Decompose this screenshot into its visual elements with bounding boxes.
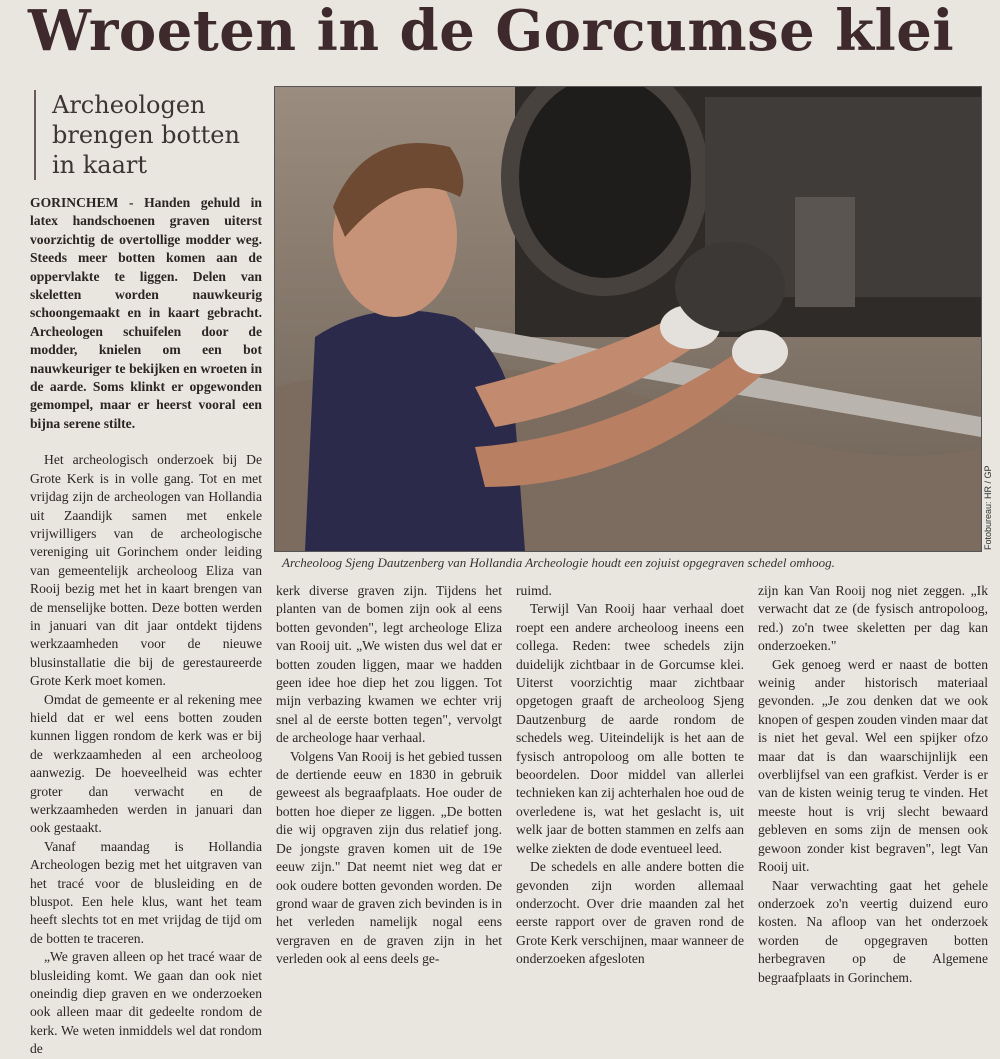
body-paragraph: zijn kan Van Rooij nog niet zeggen. „Ik verwacht dat ze (de fysisch antropoloog, red.) zo'n twee skeletten per dag kan onderzoeken." xyxy=(758,583,988,654)
excavator-tire xyxy=(510,87,700,287)
body-paragraph: De schedels en alle andere botten die gevonden zijn worden allemaal onderzocht. Over drie maanden zal het eerste rapport over de graven rond de Grote Kerk verschijnen, maar wanneer de onderzoeken afgesloten xyxy=(516,859,744,967)
gloved-hand xyxy=(732,330,788,374)
body-paragraph: Omdat de gemeente er al rekening mee hield dat er wel eens botten zouden kunnen liggen rondom de kerk was er bij de werkzaamheden al een archeoloog aanwezig. De hoeveelheid was echter groter dan verwacht en de werkzaamheden werden in januari dan ook gestaakt. xyxy=(30,691,262,836)
body-paragraph: Naar verwachting gaat het gehele onderzoek zo'n veertig duizend euro kosten. Na afloop van het onderzoek worden de opgegraven botten herbegraven op de Algemene begraafplaats in Gorinchem. xyxy=(758,877,988,985)
article-photo xyxy=(274,86,982,552)
subheadline-line: Archeologen xyxy=(52,91,206,119)
subheadline xyxy=(34,90,272,180)
body-paragraph: kerk diverse graven zijn. Tijdens het planten van de bomen zijn ook al eens botten gevonden", legt archeologe Eliza van Rooij uit. „We wisten dus wel dat er botten zouden liggen, maar we hadden geen idee hoe diep het zou liggen. Tot mijn verbazing kwamen we echter vrij snel al de eerste botten tegen", vervolgt de archeologe haar verhaal. xyxy=(276,583,502,746)
body-paragraph: Vanaf maandag is Hollandia Archeologen bezig met het uitgraven van het tracé voor de blusleiding en de bluspot. Een hele klus, want het team heeft slechts tot en met vrijdag de tijd om de botten te traceren. xyxy=(30,838,262,946)
photo-caption: Archeoloog Sjeng Dautzenberg van Hollandia Archeologie houdt een zojuist opgegraven schedel omhoog. xyxy=(282,555,835,570)
body-paragraph: „We graven alleen op het tracé waar de blusleiding komt. We gaan dan ook niet oneindig diep graven en we onderzoeken ook alleen maar dit gedeelte rondom de kerk. We weten inmiddels wel dat rondom de xyxy=(30,949,262,1057)
skull-in-clay xyxy=(675,242,785,332)
photo-credit xyxy=(981,465,999,550)
hydraulic-arm xyxy=(795,197,855,307)
body-paragraph: ruimd. xyxy=(516,583,552,598)
article-column-1 xyxy=(30,194,262,1059)
body-paragraph: Volgens Van Rooij is het gebied tussen de dertiende eeuw en 1830 in gebruik geweest als begraafplaats. Hoe ouder de botten hoe dieper ze liggen. „De botten die wij opgraven zijn dus relatief jong. De jongste graven komen uit de 19e eeuw zijn." Dat neemt niet weg dat er ook oudere botten gevonden worden. De grond waar de graven zich bevinden is in het verleden namelijk nogal eens vergraven en de graven zijn in het verleden ook al eens deels ge- xyxy=(276,748,502,967)
photo-credit-text: Fotobureau: HR / GP xyxy=(983,465,993,550)
article-column-3 xyxy=(516,582,744,969)
body-paragraph: Het archeologisch onderzoek bij De Grote Kerk is in volle gang. Tot en met vrijdag zijn de archeologen van Hollandia uit Zaandijk samen met enkele vrijwilligers van de archeologische vereniging uit Gorinchem onder leiding van gemeentelijk archeoloog Eliza van Rooij bezig met het in kaart brengen van de menselijke botten. Deze botten werden in januari van dit jaar ontdekt tijdens werkzaamheden voor de nieuwe blusinstallatie die bij de gerestaureerde Grote Kerk moet komen. xyxy=(30,452,262,689)
subheadline-line: brengen botten xyxy=(52,121,240,149)
lead-paragraph: GORINCHEM - Handen gehuld in latex handschoenen graven uiterst voorzichtig de overtollige modder weg. Steeds meer botten komen aan de oppervlakte te liggen. Delen van skeletten worden nauwkeurig schoongemaakt en in kaart gebracht. Archeologen schuifelen door de modder, knielen om een bot nauwkeuriger te bekijken en wroeten in de aarde. Soms klinkt er opgewonden gemompel, maar er heerst vooral een bijna serene stilte. xyxy=(30,195,262,431)
headline: Wroeten in de Gorcumse klei xyxy=(28,0,955,64)
subheadline-line: in kaart xyxy=(52,151,148,179)
body-paragraph: Gek genoeg werd er naast de botten weinig ander historisch materiaal gevonden. „Je zou denken dat we ook knopen of gespen zouden vinden maar dat is niet het geval. Wel een spijker ofzo maar dat is dan waarschijnlijk een overblijfsel van een grafkist. Verder is er van de kisten weinig terug te vinden. Het meeste hout is vrij slecht bewaard gebleven en soms zijn de mensen ook gewoon zonder kist begraven", legt Van Rooij uit. xyxy=(758,656,988,875)
article-column-4 xyxy=(758,582,988,987)
body-paragraph: Terwijl Van Rooij haar verhaal doet roept een andere archeoloog ineens een collega. Reden: twee schedels zijn duidelijk zichtbaar in de Gorcumse klei. Uiterst voorzichtig maar zichtbaar opgetogen graaft de archeoloog Sjeng Dautzenburg de aarde rondom de schedels weg. Uiteindelijk is het aan de fysisch antropoloog om alle botten te beoordelen. Door middel van allerlei technieken kan zij achterhalen hoe oud de overledene is, wat het geslacht is, uit welk jaar de botten stammen en zelfs aan welke ziekten de dode eventueel leed. xyxy=(516,601,744,856)
article-column-2 xyxy=(276,582,502,969)
